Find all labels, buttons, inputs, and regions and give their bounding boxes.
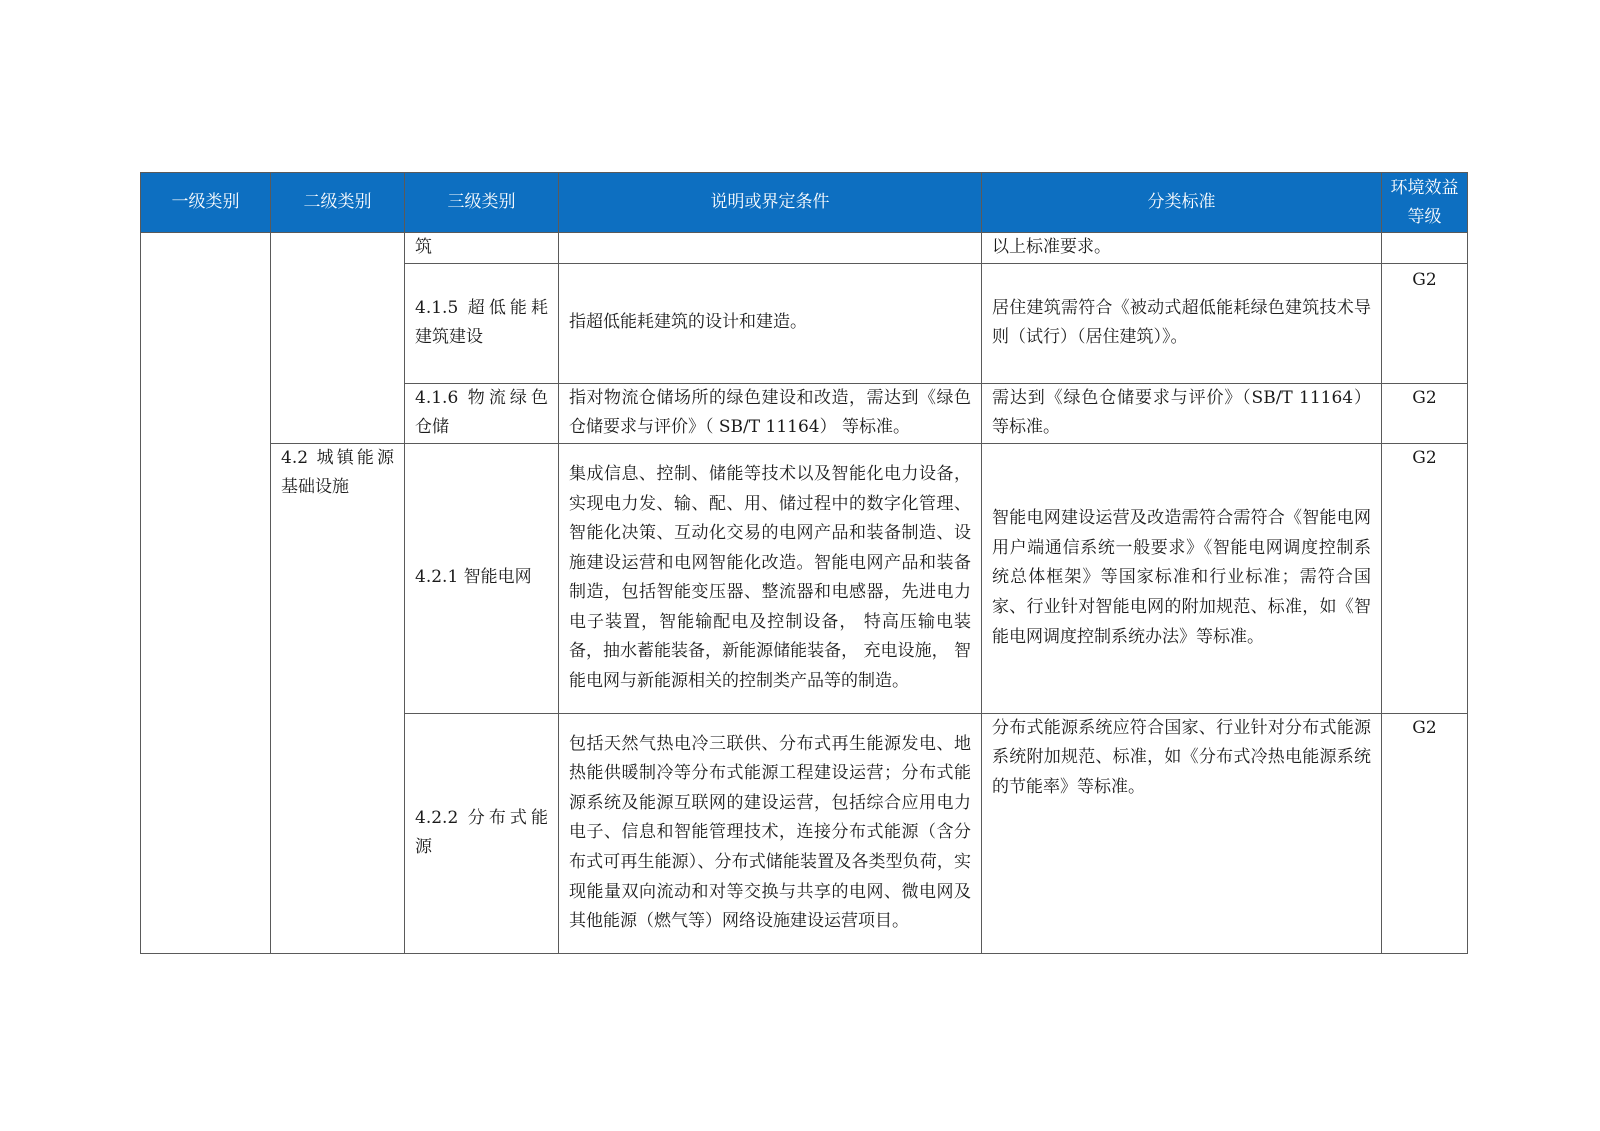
table-header — [141, 173, 1468, 233]
secondary-category-cell — [271, 233, 405, 444]
grade-cell: G2 — [1382, 713, 1468, 953]
header-standard: 分类标准 — [982, 173, 1382, 233]
grade-cell: G2 — [1382, 263, 1468, 383]
description-cell: 集成信息、控制、储能等技术以及智能化电力设备，实现电力发、输、配、用、储过程中的数字化管理、智能化决策、互动化交易的电网产品和装备制造、设施建设运营和电网智能化改造。智能电网产品和装备制造，包括智能变压器、整流器和电感器，先进电力电子装置，智能输配电及控制设备， 特高压输电装备，抽水蓄能装备，新能源储能装备， 充电设施， 智能电网与新能源相关的控制类产品等的制造。 — [559, 443, 982, 713]
tertiary-cell: 4.2.1 智能电网 — [405, 443, 559, 713]
standard-cell: 分布式能源系统应符合国家、行业针对分布式能源系统附加规范、标准，如《分布式冷热电能源系统的节能率》等标准。 — [982, 713, 1382, 953]
table-body — [141, 233, 1468, 954]
description-cell: 指超低能耗建筑的设计和建造。 — [559, 263, 982, 383]
description-cell: 指对物流仓储场所的绿色建设和改造，需达到《绿色仓储要求与评价》（ SB/T 11164） 等标准。 — [559, 383, 982, 443]
header-description: 说明或界定条件 — [559, 173, 982, 233]
standard-cell: 居住建筑需符合《被动式超低能耗绿色建筑技术导则（试行）（居住建筑）》。 — [982, 263, 1382, 383]
tertiary-cell: 4.1.6 物流绿色仓储 — [405, 383, 559, 443]
standard-cell: 智能电网建设运营及改造需符合需符合《智能电网用户端通信系统一般要求》《智能电网调度控制系统总体框架》等国家标准和行业标准；需符合国家、行业针对智能电网的附加规范、标准，如《智能电网调度控制系统办法》等标准。 — [982, 443, 1382, 713]
tertiary-cell: 筑 — [405, 233, 559, 264]
header-grade: 环境效益等级 — [1382, 173, 1468, 233]
header-row — [141, 173, 1468, 233]
classification-table — [140, 172, 1468, 954]
tertiary-cell: 4.1.5 超低能耗建筑建设 — [405, 263, 559, 383]
grade-cell: G2 — [1382, 443, 1468, 713]
standard-cell: 需达到《绿色仓储要求与评价》（SB/T 11164）等标准。 — [982, 383, 1382, 443]
primary-category-cell — [141, 233, 271, 954]
tertiary-cell: 4.2.2 分布式能源 — [405, 713, 559, 953]
description-cell: 包括天然气热电冷三联供、分布式再生能源发电、地热能供暖制冷等分布式能源工程建设运营；分布式能源系统及能源互联网的建设运营，包括综合应用电力电子、信息和智能管理技术，连接分布式能源（含分布式可再生能源）、分布式储能装置及各类型负荷，实现能量双向流动和对等交换与共享的电网、微电网及其他能源（燃气等）网络设施建设运营项目。 — [559, 713, 982, 953]
header-tertiary-category: 三级类别 — [405, 173, 559, 233]
secondary-category-cell: 4.2 城镇能源基础设施 — [271, 443, 405, 953]
table-row — [141, 233, 1468, 264]
description-cell — [559, 233, 982, 264]
standard-cell: 以上标准要求。 — [982, 233, 1382, 264]
grade-cell: G2 — [1382, 383, 1468, 443]
header-primary-category: 一级类别 — [141, 173, 271, 233]
grade-cell — [1382, 233, 1468, 264]
header-secondary-category: 二级类别 — [271, 173, 405, 233]
table-row — [141, 443, 1468, 713]
